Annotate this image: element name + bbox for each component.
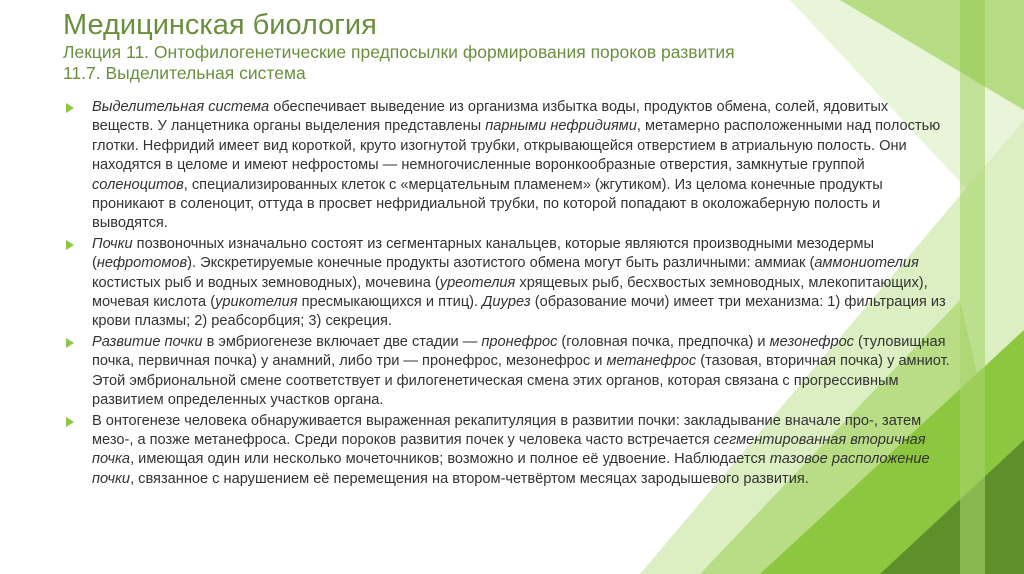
italic-term: уреотелия	[439, 274, 516, 291]
text-run: В онтогенезе человека обнаруживается выраженная рекапитуляция в развитии почки: закладывание вначале про-, затем мезо-, а позже метанефроса. Среди пороков развития почек у человека часто встречается	[92, 412, 922, 448]
italic-term: нефротомов	[96, 255, 188, 272]
italic-term: Диурез	[482, 294, 531, 311]
text-run: (тазовая, вторичная почка) у амниот. Этой эмбриональной смене соответствует и филогенетическая смена этих органов, которая связана с прогрессивным развитием определенных участков органа.	[92, 353, 950, 409]
italic-term: Выделительная система	[92, 99, 270, 115]
italic-term: аммониотелия	[814, 255, 919, 272]
title-block	[63, 8, 843, 84]
italic-term: сегментированная вторичная почка	[92, 431, 926, 468]
text-run: , метамерно расположенными над полостью глотки. Нефридий имеет вид короткой, круто изогнутой трубки, открывающейся отверстием в атриальную полость. Они находятся в целоме и имеют нефростомы — немногочисленные воронкообразные отверстия, замкнутые группой	[92, 118, 941, 174]
bullet-text	[92, 236, 946, 330]
italic-term: Почки	[92, 235, 133, 252]
bullet-arrow-icon	[66, 240, 74, 250]
bullet-arrow-icon	[66, 417, 74, 427]
text-run: (образование мочи) имеет три механизма: 1) фильтрация из крови плазмы; 2) реабсорбция; 3) секреция.	[92, 294, 946, 330]
text-run: позвоночных изначально состоят из сегментарных канальцев, которые являются производными мезодермы (	[92, 235, 874, 272]
italic-term: мезонефрос	[769, 333, 854, 350]
text-run: (головная почка, предпочка) и	[557, 333, 770, 350]
italic-term: урикотелия	[215, 294, 298, 311]
bullet-arrow-icon	[66, 103, 74, 113]
bullet-item-human-ontogenesis	[66, 412, 951, 490]
text-run: костистых рыб и водных земноводных), мочевина (	[92, 274, 440, 291]
bullet-item-excretory-system	[66, 98, 951, 234]
italic-term: пронефрос	[481, 333, 558, 350]
bullet-text	[92, 413, 930, 487]
text-run: , специализированных клеток с «мерцательным пламенем» (жгутиком). Из целома конечные продукты проникают в соленоцит, оттуда в просвет нефридиальной трубки, по которой попадают в околожаберную полость и выводятся.	[92, 176, 883, 232]
text-run: , имеющая один или несколько мочеточников; возможно и полное её удвоение. Наблюдается	[130, 451, 770, 468]
text-run: ). Экскретируемые конечные продукты азотистого обмена могут быть различными: аммиак (	[187, 255, 815, 272]
bullet-item-kidneys	[66, 235, 951, 332]
italic-term: Развитие почки	[92, 333, 203, 350]
italic-term: тазовое расположение почки	[92, 451, 930, 487]
italic-term: соленоцитов	[92, 176, 184, 193]
text-run: в эмбриогенезе включает две стадии —	[202, 333, 482, 350]
text-run: хрящевых рыб, бесхвостых земноводных, млекопитающих), мочевая кислота (	[92, 274, 928, 311]
slide-subtitle-lecture: Лекция 11. Онтофилогенетические предпосылки формирования пороков развития	[63, 42, 735, 62]
text-run: пресмыкающихся и птиц).	[297, 294, 483, 311]
text-run: обеспечивает выведение из организма избытка воды, продуктов обмена, солей, ядовитых веществ. У ланцетника органы выделения представлены	[92, 99, 889, 135]
slide-title: Медицинская биология	[63, 9, 377, 41]
bullet-text	[92, 99, 940, 231]
bullet-item-kidney-development	[66, 333, 951, 411]
text-run: , связанное с нарушением её перемещения на втором-четвёртом месяцах зародышевого развития.	[130, 470, 809, 487]
italic-term: метанефрос	[606, 353, 697, 370]
text-run: (туловищная почка, первичная почка) у анамний, либо три — пронефрос, мезонефрос и	[92, 333, 946, 370]
bullet-arrow-icon	[66, 338, 74, 348]
slide-subtitle-section: 11.7. Выделительная система	[63, 63, 306, 83]
italic-term: парными нефридиями	[485, 118, 637, 135]
bullet-list	[66, 98, 951, 490]
bullet-text	[92, 334, 950, 408]
